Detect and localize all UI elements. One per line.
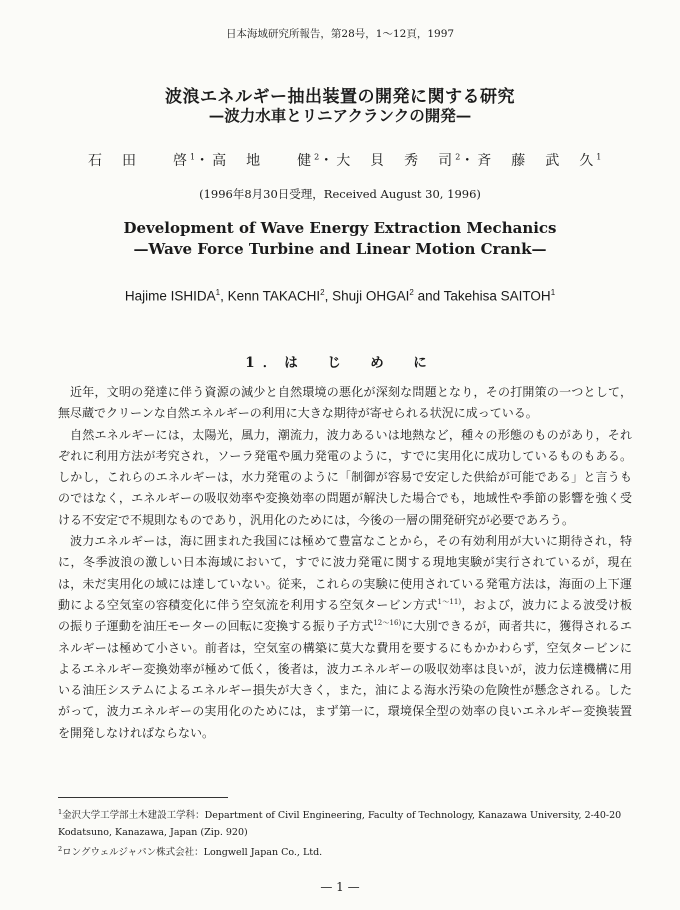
received-date: (1996年8月30日受理，Received August 30, 1996) <box>199 187 481 201</box>
body-text <box>58 382 632 744</box>
paragraph-3-part-c: に大別できるが，両者共に，獲得されるエネルギーは極めて小さい。前者は，空気室の構築に莫大な費用を要するにもかかわらず，空気タービンによるエネルギー変換効率が極めて低く，後者は，波力エネルギーの吸収効率は良いが，波力伝達機構に用いる油圧システムによるエネルギー損失が大きく，また，油による海水汚染の危険性が懸念される。したがって，波力エネルギーの実用化のためには，まず第一に，環境保全型の効率の良いエネルギー変換装置を開発しなければならない。 <box>58 619 632 740</box>
section-heading: 1．は じ め に <box>245 355 435 371</box>
author-ja-1: 石 田 啓 <box>88 153 190 169</box>
title-english-line2: —Wave Force Turbine and Linear Motion Crank— <box>133 240 547 258</box>
author-en-4-aff: 1 <box>550 288 556 297</box>
author-en-1-aff: 1 <box>215 288 221 297</box>
footnote-2 <box>58 841 628 861</box>
author-ja-1-aff: 1 <box>190 152 196 162</box>
author-separator: , <box>220 288 228 304</box>
footnote-2-text: ロングウェルジャパン株式会社：Longwell Japan Co., Ltd. <box>62 847 323 859</box>
author-ja-2: 高 地 健 <box>212 153 315 169</box>
subtitle-japanese: —波力水車とリニアクランクの開発— <box>208 106 472 125</box>
paragraph-3-part-a: 波力エネルギーは，海に囲まれた我国には極めて豊富なことから，その有効利用が大いに期待され，特に，冬季波浪の激しい日本海域において，すでに波力発電に関する現地実験が実行されているが，現在は，未だ実用化の域には達していない。従来，これらの実験に使用されている発電方法は，海面の上下運動による空気室の容積変化に伴う空気流を利用する空気タービン方式 <box>58 534 632 612</box>
citation-ref-1: 1〜11) <box>437 597 462 606</box>
author-ja-3: 大 貝 秀 司 <box>336 153 456 169</box>
author-en-2-aff: 2 <box>320 288 325 297</box>
authors-japanese: 石 田 啓$^1$・高 地 健$^2$・大 貝 秀 司$^2$・斉 藤 武 久$^1$ <box>88 152 602 169</box>
footnotes <box>58 804 628 861</box>
page-number: — 1 — <box>320 880 360 894</box>
footnote-1 <box>58 804 628 841</box>
author-conjunction: and <box>413 288 444 304</box>
paragraph-3-part-b: ，および，波力による波受け板の振り子運動を油圧モーターの回転に変換する振り子方式 <box>58 597 632 634</box>
citation-ref-2: 12〜16) <box>373 619 402 628</box>
authors-english <box>0 288 680 304</box>
title-english <box>0 218 680 260</box>
footnote-1-mark: 1 <box>58 808 63 816</box>
author-ja-4-aff: 1 <box>596 152 602 162</box>
author-en-1: Hajime ISHIDA <box>124 288 216 304</box>
footnote-2-mark: 2 <box>58 845 63 854</box>
footnote-divider <box>58 797 228 798</box>
footnote-1-text: 金沢大学工学部土木建設工学科：Department of Civil Engineering, Faculty of Technology, Kanazawa University, 2-40-20 Kodatsuno, Kanazawa, Japan (Zip. 920) <box>58 810 622 839</box>
journal-header: 日本海域研究所報告，第28号，1〜12頁，1997 <box>225 28 455 40</box>
paragraph-2: 自然エネルギーには，太陽光，風力，潮流力，波力あるいは地熱など，種々の形態のものがあり，それぞれに利用方法が考究され，ソーラ発電や風力発電のように，すでに実用化に成功しているものもある。しかし，これらのエネルギーは，水力発電のように「制御が容易で安定した供給が可能である」と言うものではなく，エネルギーの吸収効率や変換効率の問題が解決した場合でも，地域性や季節の影響を強く受ける不安定で不規則なものであり，汎用化のためには，今後の一層の開発研究が必要であろう。 <box>58 427 632 527</box>
author-ja-3-aff: 2 <box>455 152 461 162</box>
title-english-line1: Development of Wave Energy Extraction Mechanics <box>123 219 557 237</box>
paragraph-3 <box>58 531 632 744</box>
paragraph-1: 近年，文明の発達に伴う資源の減少と自然環境の悪化が深刻な問題となり，その打開策の一つとして，無尽蔵でクリーンな自然エネルギーの利用に大きな期待が寄せられる状況に成っている。 <box>58 385 632 421</box>
author-en-3: Shuji OHGAI <box>332 288 410 304</box>
author-en-4: Takehisa SAITOH <box>443 288 551 304</box>
author-en-2: Kenn TAKACHI <box>227 288 321 304</box>
author-ja-4: 斉 藤 武 久 <box>477 153 597 169</box>
author-ja-2-aff: 2 <box>314 152 320 162</box>
title-japanese: 波浪エネルギー抽出装置の開発に関する研究 <box>165 87 515 107</box>
author-en-3-aff: 2 <box>409 288 414 297</box>
author-separator: , <box>324 288 333 304</box>
